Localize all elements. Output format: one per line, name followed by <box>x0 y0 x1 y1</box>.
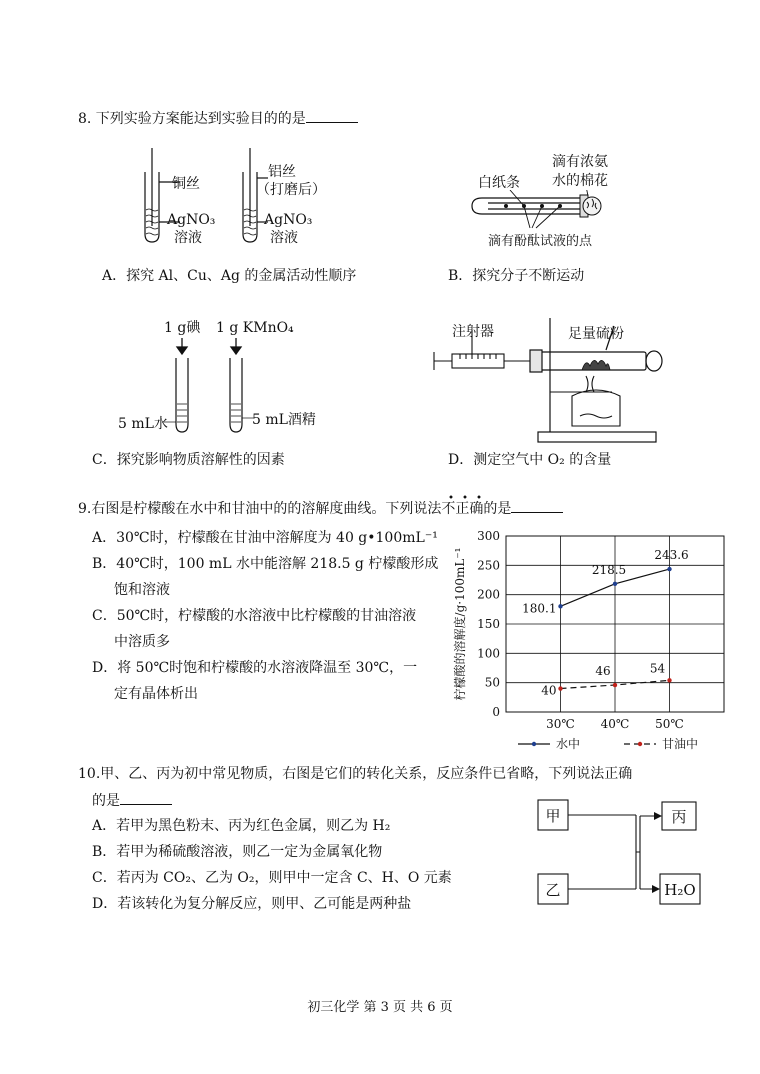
q10-stem-2: 的是 <box>92 790 172 811</box>
data-label: 243.6 <box>654 548 689 563</box>
q8b-paper: 白纸条 <box>478 175 520 191</box>
q8d-burner <box>550 376 620 426</box>
data-point <box>558 686 562 690</box>
q10-option-c: C．若丙为 CO₂、乙为 O₂，则甲中一定含 C、H、O 元素 <box>92 870 452 886</box>
y-axis-label: 柠檬酸的溶解度/g·100mL⁻¹ <box>453 547 467 701</box>
q8b-cotton-2: 水的棉花 <box>552 173 608 189</box>
x-tick-label: 50℃ <box>655 717 684 731</box>
q8b-diagram <box>470 190 606 234</box>
q8a-caption: A．探究 Al、Cu、Ag 的金属活动性顺序 <box>102 268 357 284</box>
q10-diagram <box>536 796 716 912</box>
q9-option-d: D．将 50℃时饱和柠檬酸的水溶液降温至 30℃，一 <box>92 660 418 676</box>
page-footer: 初三化学 第 3 页 共 6 页 <box>307 1000 453 1015</box>
q8d-sulfur <box>582 360 610 370</box>
y-tick-label: 50 <box>484 675 500 690</box>
data-point <box>613 582 617 586</box>
x-tick-label: 40℃ <box>600 717 630 731</box>
data-point <box>667 678 671 682</box>
q9-option-b-cont: 饱和溶液 <box>114 582 170 598</box>
q9-option-a: A．30℃时，柠檬酸在甘油中溶解度为 40 g•100mL⁻¹ <box>92 530 438 546</box>
q8c-caption: C．探究影响物质溶解性的因素 <box>92 452 285 468</box>
arrow-to-bing <box>654 812 662 820</box>
y-tick-label: 0 <box>492 705 500 719</box>
data-label: 180.1 <box>522 601 557 616</box>
data-label: 46 <box>595 664 611 679</box>
q8c-right-bottom: 5 mL酒精 <box>252 412 316 428</box>
q9-option-d-cont: 定有晶体析出 <box>114 686 198 702</box>
q8c-left-bottom: 5 mL水 <box>118 416 168 432</box>
q8d-diagram <box>430 314 670 446</box>
q8c-tubes <box>176 358 242 432</box>
q9-stem: 9.右图是柠檬酸在水中和甘油中的的溶解度曲线。下列说法不正确的是 <box>78 498 563 519</box>
arrow-to-water <box>652 885 660 893</box>
q8a-right-label-1: 铝丝 <box>268 164 296 180</box>
q8b-cotton <box>583 197 601 215</box>
q8b-caption: B．探究分子不断运动 <box>448 268 585 284</box>
label-jia: 甲 <box>545 807 561 825</box>
q8a-right-label-2: （打磨后） <box>256 182 326 198</box>
y-tick-label: 150 <box>477 617 500 631</box>
y-tick-label: 250 <box>477 558 500 573</box>
q8a-left-label: 铜丝 <box>172 176 200 192</box>
q8a-diagram <box>130 148 330 252</box>
data-point <box>613 683 617 687</box>
legend-marker-0 <box>532 742 536 746</box>
connector-lines <box>568 815 654 889</box>
y-tick-label: 200 <box>477 587 500 602</box>
q8d-sulfur-label: 足量硫粉 <box>568 326 624 342</box>
y-tick-label: 300 <box>477 529 500 543</box>
data-label: 40 <box>541 683 557 698</box>
q8b-dots-label: 滴有酚酞试液的点 <box>488 234 593 249</box>
q8c-arrows <box>177 338 241 354</box>
q8d-syringe <box>434 330 534 370</box>
q8c-left-top: 1 g碘 <box>164 320 201 336</box>
q8a-right-sol-2: 溶液 <box>270 230 298 246</box>
q10-option-b: B．若甲为稀硫酸溶液，则乙一定为金属氧化物 <box>92 844 383 860</box>
q8b-cotton-1: 滴有浓氨 <box>552 154 608 170</box>
q8c-right-top: 1 g KMnO₄ <box>216 320 294 336</box>
q10-option-a: A．若甲为黑色粉末、丙为红色金属，则乙为 H₂ <box>92 818 391 834</box>
q8a-left-sol-1: AgNO₃ <box>167 212 216 228</box>
data-label: 218.5 <box>591 562 627 577</box>
legend-marker-1 <box>638 742 642 746</box>
q8a-left-sol-2: 溶液 <box>174 230 202 246</box>
q8b-dots <box>504 204 562 208</box>
q8d-caption: D．测定空气中 O₂ 的含量 <box>448 452 612 468</box>
answer-blank[interactable] <box>306 108 358 123</box>
q9-option-c: C．50℃时，柠檬酸的水溶液中比柠檬酸的甘油溶液 <box>92 608 417 624</box>
data-point <box>558 604 562 608</box>
y-tick-label: 100 <box>477 646 500 661</box>
q9-option-c-cont: 中溶质多 <box>114 634 170 650</box>
q9-emphasis: 不正确 <box>441 501 484 517</box>
x-tick-label: 30℃ <box>546 717 575 731</box>
solubility-chart <box>448 526 738 752</box>
q9-option-b: B．40℃时，100 mL 水中能溶解 218.5 g 柠檬酸形成 <box>92 556 439 572</box>
q10-stem-1: 10.甲、乙、丙为初中常见物质，右图是它们的转化关系，反应条件已省略，下列说法正确 <box>78 766 633 782</box>
answer-blank[interactable] <box>120 790 172 805</box>
data-label: 54 <box>649 661 666 676</box>
legend-label-1: 甘油中 <box>662 737 699 751</box>
q8d-syringe-label: 注射器 <box>452 324 494 340</box>
q8a-right-sol-1: AgNO₃ <box>264 212 313 228</box>
q8d-stand <box>538 318 656 442</box>
legend-label-0: 水中 <box>556 737 581 751</box>
data-point <box>667 567 671 571</box>
label-bing: 丙 <box>671 808 687 826</box>
label-yi: 乙 <box>545 881 561 899</box>
q8-stem: 8. 下列实验方案能达到实验目的的是 <box>78 108 358 129</box>
answer-blank[interactable] <box>511 498 563 513</box>
q10-option-d: D．若该转化为复分解反应，则甲、乙可能是两种盐 <box>92 896 412 912</box>
label-water: H₂O <box>664 881 696 899</box>
